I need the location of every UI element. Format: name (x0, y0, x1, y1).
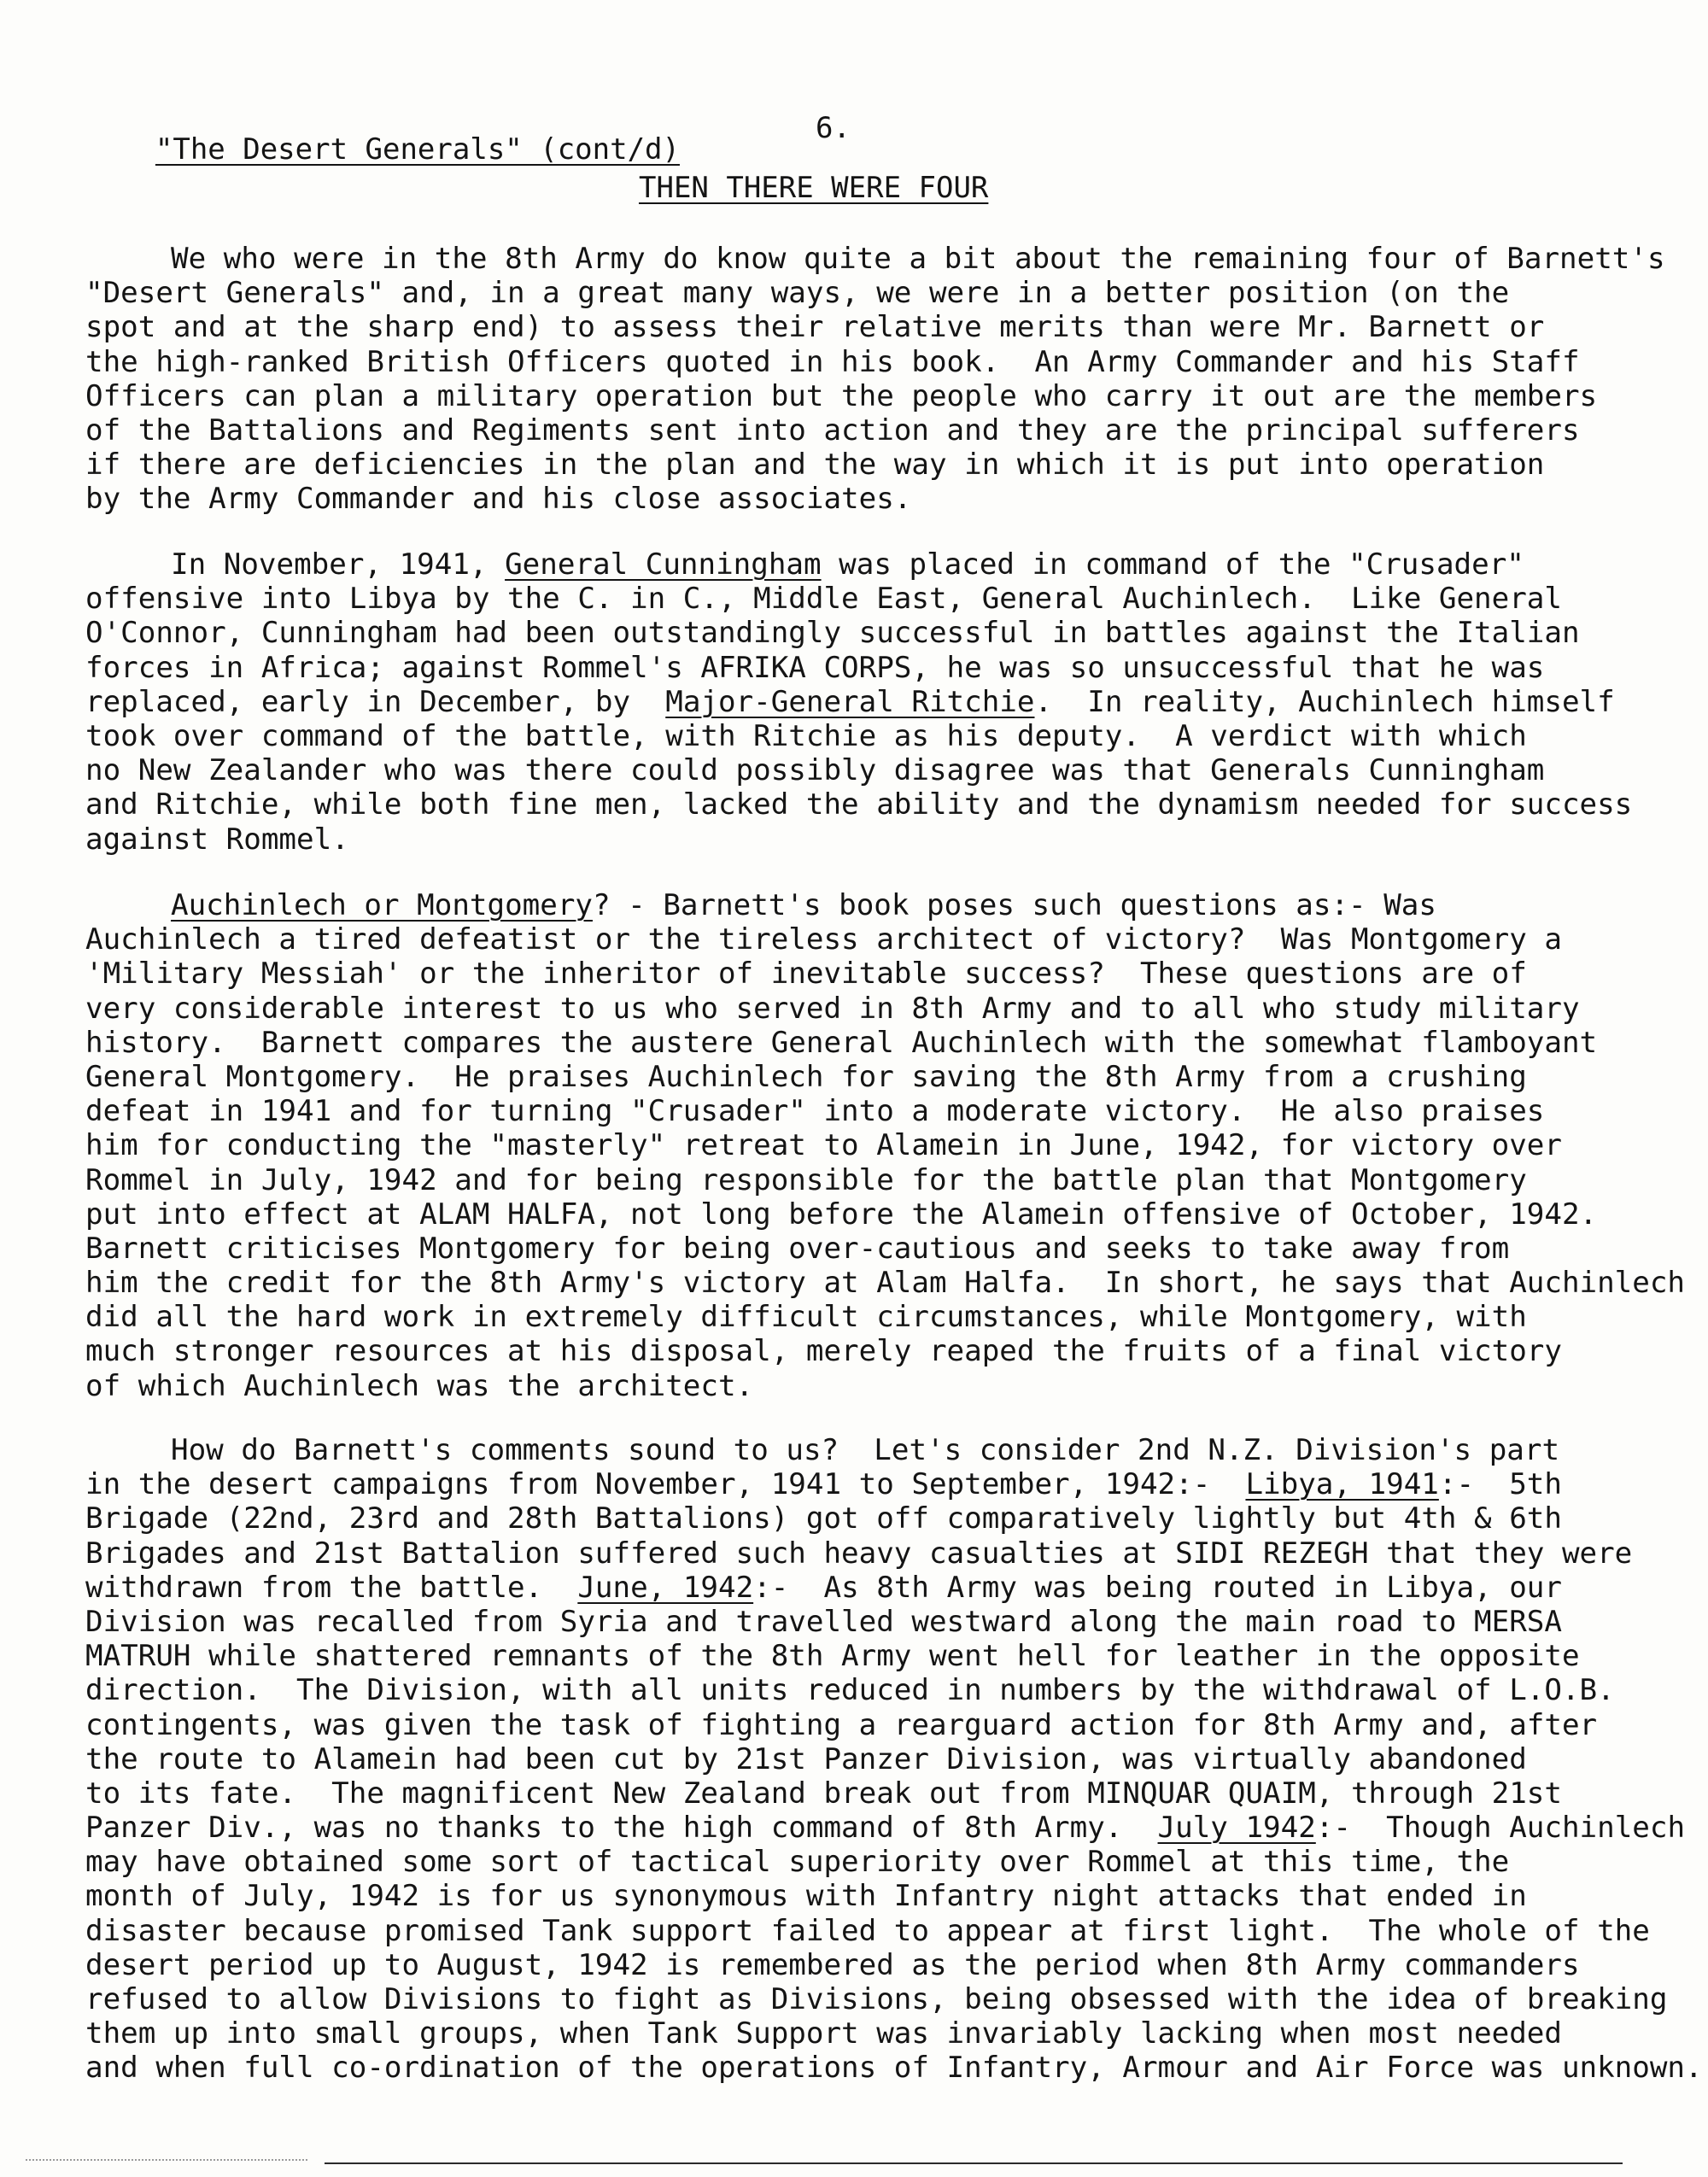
line-text: Officers can plan a military operation but the people who carry it out are the members (85, 378, 1598, 413)
text-line (85, 1026, 1685, 1060)
header-title: "The Desert Generals" (cont/d) (155, 132, 680, 167)
text-line (85, 1811, 1703, 1845)
line-text: offensive into Libya by the C. in C., Middle East, General Auchinlech. Like General (85, 582, 1562, 617)
text-line (85, 1982, 1703, 2016)
line-text: . In reality, Auchinlech himself (1034, 684, 1615, 719)
text-line (85, 1266, 1685, 1300)
line-text: :- 5th (1438, 1467, 1562, 1502)
text-line (85, 1571, 1703, 1605)
line-text: desert period up to August, 1942 is remembered as the period when 8th Army commanders (85, 1947, 1580, 1982)
text-line (85, 482, 1665, 516)
line-text: "Desert Generals" and, in a great many ways, we were in a better position (on the (85, 276, 1510, 311)
line-text: replaced, early in December, by (85, 684, 666, 719)
line-text: of which Auchinlech was the architect. (85, 1368, 754, 1403)
text-line (85, 1197, 1685, 1232)
line-text: them up into small groups, when Tank Support was invariably lacking when most needed (85, 2016, 1562, 2051)
text-line (85, 1948, 1703, 1982)
text-line (85, 1501, 1703, 1536)
line-text: no New Zealander who was there could possibly disagree was that Generals Cunningham (85, 753, 1545, 788)
line-text: withdrawn from the battle. (85, 1570, 578, 1605)
line-text: him for conducting the "masterly" retreat to Alamein in June, 1942, for victory over (85, 1128, 1562, 1163)
line-text: defeat in 1941 and for turning "Crusader" into a moderate victory. He also praises (85, 1094, 1545, 1129)
text-line (85, 276, 1665, 310)
text-line (85, 582, 1632, 616)
text-line (85, 957, 1685, 991)
paragraph-auchinlech-montgomery (85, 888, 1685, 1403)
paragraph-nz-division (85, 1433, 1703, 2086)
line-text: history. Barnett compares the austere General Auchinlech with the somewhat flamboyant (85, 1025, 1598, 1060)
line-text: to its fate. The magnificent New Zealand break out from MINQUAR QUAIM, through 21st (85, 1776, 1562, 1811)
line-text: Auchinlech a tired defeatist or the tireless architect of victory? Was Montgomery a (85, 922, 1562, 957)
text-line (85, 1673, 1703, 1707)
line-text: and Ritchie, while both fine men, lacked the ability and the dynamism needed for success (85, 787, 1633, 822)
line-text: MATRUH while shattered remnants of the 8th Army went hell for leather in the opposite (85, 1639, 1580, 1674)
line-text: and when full co-ordination of the operations of Infantry, Armour and Air Force was unknown. (85, 2051, 1703, 2086)
text-line (85, 1369, 1685, 1403)
underlined-term: July 1942 (1157, 1811, 1316, 1846)
line-text: forces in Africa; against Rommel's AFRIKA CORPS, he was so unsuccessful that he was (85, 650, 1545, 685)
line-text: disaster because promised Tank support failed to appear at first light. The whole of the (85, 1913, 1650, 1948)
text-line (85, 685, 1632, 719)
line-text: the high-ranked British Officers quoted in his book. An Army Commander and his Staff (85, 344, 1580, 379)
line-text: him the credit for the 8th Army's victory at Alam Halfa. In short, he says that Auchinlech (85, 1266, 1686, 1301)
text-line (85, 922, 1685, 957)
line-text: by the Army Commander and his close associates. (85, 482, 912, 517)
line-text: :- Though Auchinlech (1315, 1811, 1686, 1846)
text-line (85, 1128, 1685, 1162)
page-number: 6. (816, 111, 851, 145)
line-text: the route to Alamein had been cut by 21st Panzer Division, was virtually abandoned (85, 1741, 1527, 1776)
text-line (85, 1433, 1703, 1467)
line-text: Barnett criticises Montgomery for being over-cautious and seeks to take away from (85, 1231, 1510, 1266)
text-line (85, 1060, 1685, 1094)
line-text: in the desert campaigns from November, 1941 to September, 1942:- (85, 1467, 1246, 1502)
line-text: Brigades and 21st Battalion suffered such heavy casualties at SIDI REZEGH that they were (85, 1536, 1633, 1571)
line-text: direction. The Division, with all units reduced in numbers by the withdrawal of L.O.B. (85, 1673, 1615, 1708)
text-line (85, 719, 1632, 753)
text-line (85, 310, 1665, 344)
line-text: contingents, was given the task of fighting a rearguard action for 8th Army and, after (85, 1707, 1598, 1742)
text-line (85, 1708, 1703, 1742)
line-text: refused to allow Divisions to fight as Divisions, being obsessed with the idea of breaking (85, 1982, 1668, 2016)
line-text: put into effect at ALAM HALFA, not long before the Alamein offensive of October, 1942. (85, 1197, 1598, 1232)
text-line (85, 413, 1665, 448)
text-line (85, 888, 1685, 922)
line-text: 'Military Messiah' or the inheritor of inevitable success? These questions are of (85, 957, 1527, 992)
text-line (85, 1094, 1685, 1128)
text-line (85, 2051, 1703, 2085)
line-text: How do Barnett's comments sound to us? Let's consider 2nd N.Z. Division's part (171, 1433, 1560, 1467)
text-line (85, 1776, 1703, 1811)
text-line (85, 2016, 1703, 2051)
section-heading: THEN THERE WERE FOUR (639, 171, 989, 205)
text-line (85, 1536, 1703, 1571)
line-text: General Montgomery. He praises Auchinlech for saving the 8th Army from a crushing (85, 1059, 1527, 1094)
running-header (85, 98, 680, 201)
text-line (85, 753, 1632, 787)
text-line (85, 1639, 1703, 1673)
line-text: Brigade (22nd, 23rd and 28th Battalions) got off comparatively lightly but 4th & 6th (85, 1501, 1562, 1536)
underlined-term: Major-General Ritchie (665, 684, 1035, 719)
underlined-term: General Cunningham (505, 547, 822, 582)
text-line (85, 547, 1632, 582)
line-text: Panzer Div., was no thanks to the high command of 8th Army. (85, 1811, 1158, 1846)
text-line (85, 1232, 1685, 1266)
line-text: against Rommel. (85, 822, 349, 857)
line-text: may have obtained some sort of tactical superiority over Rommel at this time, the (85, 1845, 1510, 1880)
line-text: did all the hard work in extremely difficult circumstances, while Montgomery, with (85, 1300, 1527, 1335)
line-text: of the Battalions and Regiments sent into action and they are the principal sufferers (85, 413, 1580, 448)
text-line (85, 616, 1632, 650)
line-text: very considerable interest to us who served in 8th Army and to all who study military (85, 991, 1580, 1026)
text-line (85, 1914, 1703, 1948)
text-line (85, 1742, 1703, 1776)
line-text: much stronger resources at his disposal, merely reaped the fruits of a final victory (85, 1334, 1562, 1369)
text-line (85, 1605, 1703, 1639)
footer-rule (325, 2162, 1623, 2164)
text-line (85, 1467, 1703, 1501)
text-line (85, 345, 1665, 379)
text-line (85, 448, 1665, 482)
footer-dotted-rule (26, 2159, 307, 2161)
line-text: ? - Barnett's book poses such questions as:- Was (592, 888, 1436, 922)
text-line (85, 1334, 1685, 1368)
text-line (85, 242, 1665, 276)
text-line (85, 1845, 1703, 1879)
underlined-term: Libya, 1941 (1245, 1467, 1439, 1502)
line-text: :- As 8th Army was being routed in Libya, our (753, 1570, 1562, 1605)
underlined-term: Auchinlech or Montgomery (171, 888, 593, 922)
text-line (85, 379, 1665, 413)
line-text: took over command of the battle, with Ritchie as his deputy. A verdict with which (85, 718, 1527, 753)
line-text: was placed in command of the "Crusader" (821, 547, 1524, 582)
text-line (85, 1163, 1685, 1197)
underlined-term: June, 1942 (577, 1570, 754, 1605)
text-line (85, 822, 1632, 857)
text-line (85, 992, 1685, 1026)
line-text: We who were in the 8th Army do know quite a bit about the remaining four of Barnett's (171, 242, 1665, 276)
text-line (85, 787, 1632, 822)
paragraph-intro (85, 242, 1665, 517)
text-line (85, 1879, 1703, 1913)
text-line (85, 651, 1632, 685)
line-text: Rommel in July, 1942 and for being responsible for the battle plan that Montgomery (85, 1162, 1527, 1197)
line-text: Division was recalled from Syria and travelled westward along the main road to MERSA (85, 1604, 1562, 1639)
paragraph-cunningham (85, 547, 1632, 857)
line-text: In November, 1941, (171, 547, 506, 582)
line-text: if there are deficiencies in the plan and the way in which it is put into operation (85, 448, 1545, 483)
line-text: month of July, 1942 is for us synonymous with Infantry night attacks that ended in (85, 1879, 1527, 1914)
line-text: O'Connor, Cunningham had been outstandingly successful in battles against the Italian (85, 616, 1580, 651)
line-text: spot and at the sharp end) to assess their relative merits than were Mr. Barnett or (85, 310, 1545, 345)
text-line (85, 1300, 1685, 1334)
